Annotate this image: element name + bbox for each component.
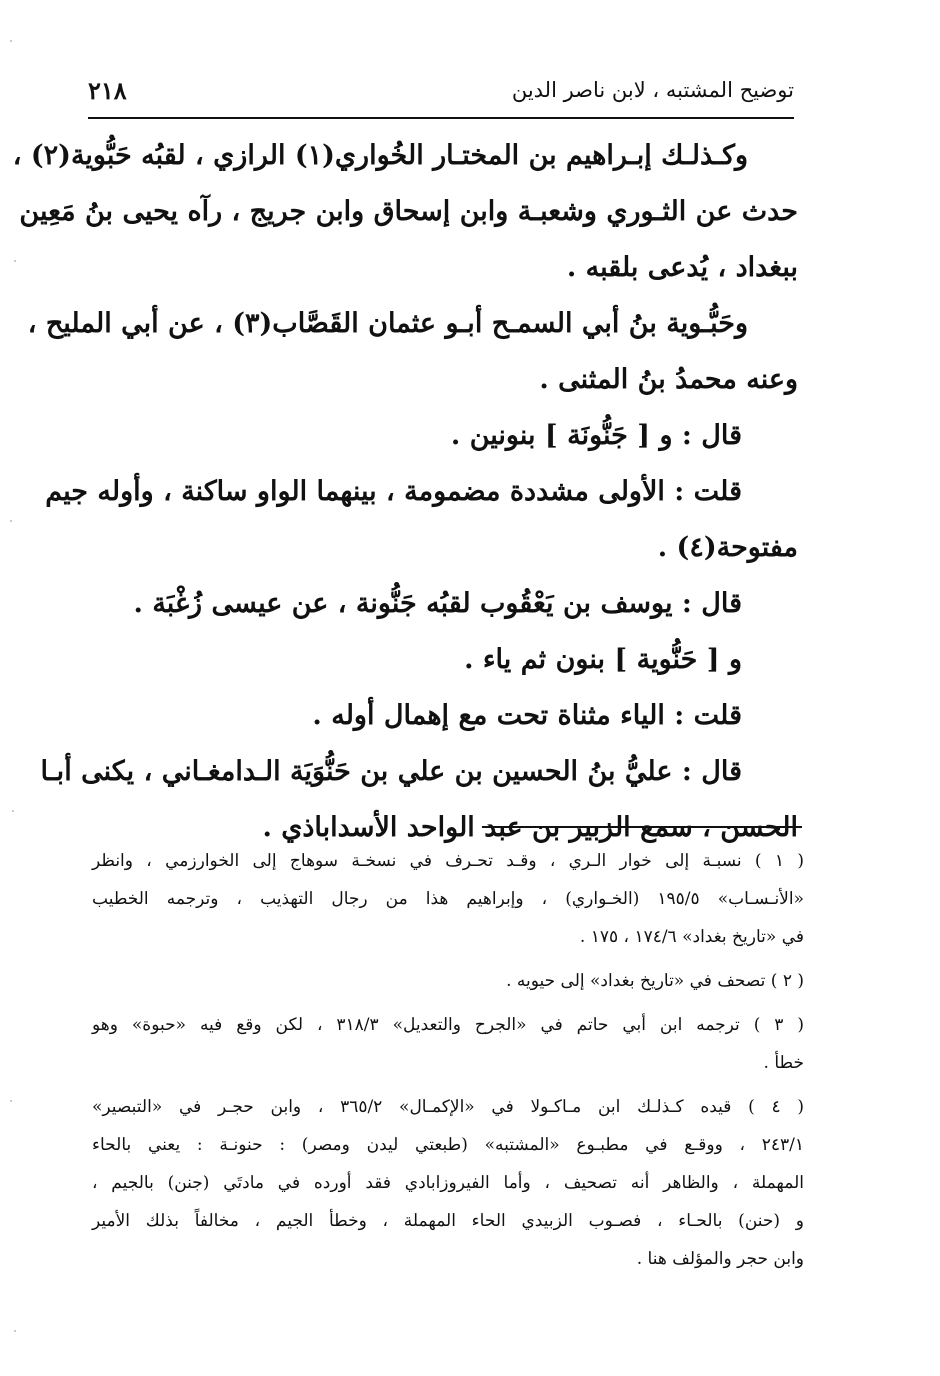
text-line: قلت : الياء مثناة تحت مع إهمال أوله .: [312, 700, 742, 731]
text-line: قال : و [ جَنُّونَة ] بنونين .: [450, 420, 742, 451]
footnote-line: خطأ .: [763, 1053, 804, 1073]
footnote-divider: [482, 826, 802, 828]
footnote-line: ( ٤ ) قيده كـذلـك ابن مـاكـولا في «الإكمـال» ٣٦٥/٢ ، وابن حجـر في «التبصير»: [92, 1097, 804, 1117]
footnotes: [92, 842, 804, 1278]
footnote-3: [92, 1006, 804, 1082]
running-title: توضيح المشتبه ، لابن ناصر الدين: [511, 78, 794, 102]
page-number: ٢١٨: [88, 76, 127, 105]
running-header: [88, 72, 794, 112]
text-line: الحسن ، سمع الزبير بن عبد الواحد الأسداباذي .: [262, 812, 798, 843]
footnote-line: وابن حجر والمؤلف هنا .: [636, 1249, 804, 1269]
text-line: وحَبُّـوية بنُ أبي السمـح أبـو عثمان القَصَّاب(٣) ، عن أبي المليح ،: [27, 308, 748, 339]
footnote-2: [92, 962, 804, 1000]
text-line: قلت : الأولى مشددة مضمومة ، بينهما الواو ساكنة ، وأوله جيم: [45, 476, 742, 507]
text-line: وكـذلـك إبـراهيم بن المختـار الخُواري(١) الرازي ، لقبُه حَبُّوية(٢) ،: [12, 140, 748, 171]
text-line: حدث عن الثـوري وشعبـة وابن إسحاق وابن جريج ، رآه يحيى بنُ مَعِين: [19, 196, 798, 227]
header-divider: [88, 117, 794, 119]
footnote-line: ( ٢ ) تصحف في «تاريخ بغداد» إلى حيويه .: [506, 971, 804, 991]
footnote-1: [92, 842, 804, 956]
scan-speck: [12, 810, 14, 812]
footnote-line: و (حنن) بالحـاء ، فصـوب الزبيدي الحاء المهملة ، وخطأ الجيم ، مخالفاً بذلك الأمير: [92, 1211, 804, 1231]
main-text: [12, 128, 798, 856]
text-line: وعنه محمدُ بنُ المثنى .: [539, 364, 798, 395]
text-line: ببغداد ، يُدعى بلقبه .: [566, 252, 798, 283]
footnote-line: المهملة ، والظاهر أنه تصحيف ، وأما الفيروزابادي فقد أورده في مادتَي (جنن) بالجيم ،: [92, 1173, 804, 1193]
footnote-4: [92, 1088, 804, 1278]
text-line: قال : عليُّ بنُ الحسين بن علي بن حَنُّوَيَة الـدامغـاني ، يكنى أبـا: [40, 756, 742, 787]
footnote-line: «الأنـسـاب» ١٩٥/٥ (الخـواري) ، وإبراهيم هذا من رجال التهذيب ، وترجمه الخطيب: [92, 889, 804, 909]
text-line: مفتوحة(٤) .: [657, 532, 798, 563]
footnote-line: في «تاريخ بغداد» ١٧٤/٦ ، ١٧٥ .: [579, 927, 804, 947]
footnote-line: ( ٣ ) ترجمه ابن أبي حاتم في «الجرح والتعديل» ٣١٨/٣ ، لكن وقع فيه «حبوة» وهو: [92, 1015, 804, 1035]
scan-speck: [14, 1330, 16, 1332]
text-line: و [ حَنُّوية ] بنون ثم ياء .: [464, 644, 742, 675]
footnote-line: ٢٤٣/١ ، ووقـع في مطبـوع «المشتبه» (طبعتي ليدن ومصر) : حنونـة : يعني بالحاء: [92, 1135, 804, 1155]
scan-speck: [10, 40, 12, 42]
footnote-line: ( ١ ) نسبـة إلى خوار الـري ، وقـد تحـرف في نسخـة سوهاج إلى الخوارزمي ، وانظر: [92, 851, 804, 871]
scan-speck: [10, 1100, 12, 1102]
scan-speck: [14, 260, 16, 262]
text-line: قال : يوسف بن يَعْقُوب لقبُه جَنُّونة ، عن عيسى زُغْبَة .: [133, 588, 742, 619]
scan-speck: [10, 520, 12, 522]
